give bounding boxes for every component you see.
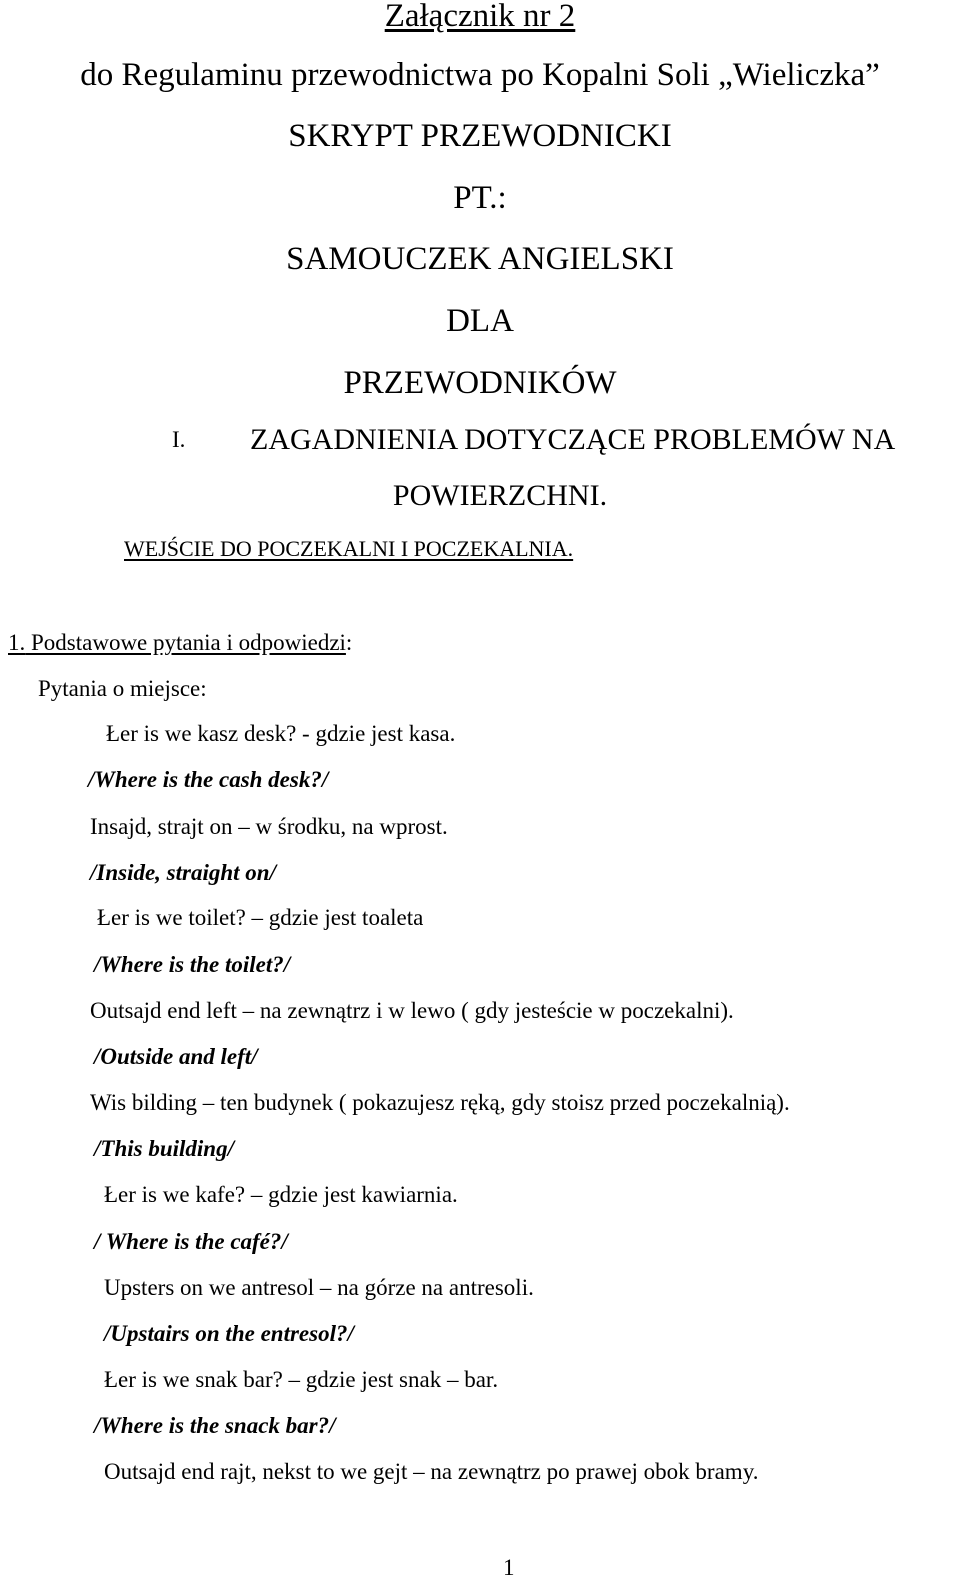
topic-heading: Pytania o miejsce: [38, 676, 207, 701]
phrase-line: Łer is we toilet? – gdzie jest toaleta [97, 905, 424, 930]
annex-title: Załącznik nr 2 [384, 0, 576, 34]
section-title: WEJŚCIE DO POCZEKALNI I POCZEKALNIA. [124, 536, 574, 561]
subsection-title: Podstawowe pytania i odpowiedzi [31, 630, 346, 655]
phrase-line: Upsters on we antresol – na górze na antresoli. [104, 1275, 534, 1300]
script-title: SKRYPT PRZEWODNICKI [288, 118, 672, 154]
subsection-heading-text [8, 630, 346, 655]
phrase-line: Łer is we kasz desk? - gdzie jest kasa. [106, 721, 456, 746]
regulation-subtitle: do Regulaminu przewodnictwa po Kopalni Soli „Wieliczka” [80, 57, 880, 93]
script-title-pt: PT.: [453, 180, 507, 216]
page-number: 1 [503, 1555, 515, 1580]
phrase-translation: /Where is the cash desk?/ [88, 767, 329, 792]
subsection-colon: : [345, 630, 353, 655]
phrase-line: Insajd, strajt on – w środku, na wprost. [90, 814, 448, 839]
subsection-number: 1. [8, 630, 26, 655]
phrase-translation: / Where is the café?/ [94, 1229, 288, 1254]
script-title-self-study: SAMOUCZEK ANGIELSKI [286, 241, 674, 277]
subsection-heading [8, 631, 352, 654]
phrase-translation: /Inside, straight on/ [90, 860, 276, 885]
phrase-line: Wis bilding – ten budynek ( pokazujesz ręką, gdy stoisz przed poczekalnią). [90, 1090, 790, 1115]
script-title-for: DLA [446, 303, 514, 339]
phrase-translation: /Where is the snack bar?/ [94, 1413, 336, 1438]
phrase-line: Łer is we snak bar? – gdzie jest snak – bar. [104, 1367, 499, 1392]
phrase-translation: /Where is the toilet?/ [94, 952, 291, 977]
phrase-line: Łer is we kafe? – gdzie jest kawiarnia. [104, 1182, 458, 1207]
phrase-line: Outsajd end rajt, nekst to we gejt – na zewnątrz po prawej obok bramy. [104, 1459, 759, 1484]
phrase-translation: /Outside and left/ [94, 1044, 258, 1069]
chapter-title-continued: POWIERZCHNI. [392, 479, 608, 512]
phrase-translation: /This building/ [94, 1136, 234, 1161]
chapter-number: I. [172, 427, 186, 452]
phrase-translation: /Upstairs on the entresol?/ [104, 1321, 354, 1346]
phrase-line: Outsajd end left – na zewnątrz i w lewo ( gdy jesteście w poczekalni). [90, 998, 734, 1023]
chapter-title: ZAGADNIENIA DOTYCZĄCE PROBLEMÓW NA [250, 423, 896, 456]
script-title-guides: PRZEWODNIKÓW [343, 365, 617, 401]
